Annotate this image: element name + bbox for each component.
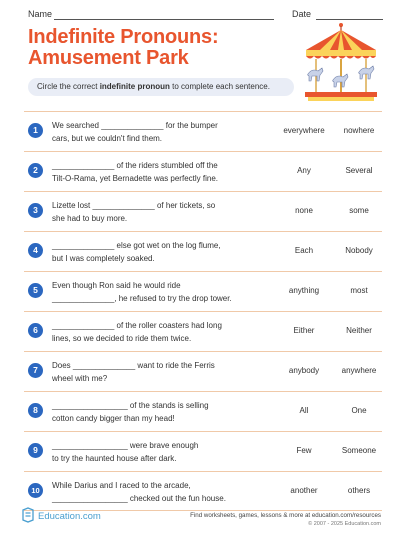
option-2[interactable]: some — [349, 206, 369, 215]
question-sentence: Even though Ron said he would ride ______________, he refused to try the drop tower. — [52, 281, 232, 303]
footer — [0, 500, 405, 534]
option-1[interactable]: anybody — [288, 366, 320, 375]
question-list — [24, 111, 382, 511]
date-label: Date — [292, 9, 312, 19]
option-1[interactable]: none — [295, 206, 313, 215]
date-line — [316, 19, 383, 20]
name-label: Name — [28, 9, 53, 19]
question-item — [24, 391, 382, 431]
instructions-text-2: to complete each sentence. — [169, 82, 270, 91]
option-1[interactable]: Few — [296, 446, 312, 455]
question-sentence: ______________ of the riders stumbled off the Tilt-O-Rama, yet Bernadette was perfectly fine. — [52, 161, 218, 183]
option-1[interactable]: everywhere — [283, 126, 325, 135]
question-sentence: Does ______________ want to ride the Ferris wheel with me? — [52, 361, 215, 383]
question-item — [24, 311, 382, 351]
option-2[interactable]: Neither — [346, 326, 372, 335]
question-sentence: ______________ else got wet on the log flume, but I was completely soaked. — [52, 241, 221, 263]
question-sentence: While Darius and I raced to the arcade, _________________ checked out the fun house. — [52, 481, 226, 503]
question-item — [24, 351, 382, 391]
education-logo-text[interactable]: Education.com — [38, 511, 101, 522]
option-2[interactable]: Someone — [341, 446, 377, 455]
question-number: 1 — [28, 123, 43, 138]
option-1[interactable]: Each — [294, 246, 314, 255]
question-sentence: ______________ of the roller coasters had long lines, so we decided to ride them twice. — [52, 321, 222, 343]
name-line — [54, 19, 274, 20]
instructions-bold: indefinite pronoun — [99, 82, 170, 91]
question-sentence: We searched ______________ for the bumper cars, but we couldn't find them. — [52, 121, 218, 143]
question-sentence: _________________ were brave enough to try the haunted house after dark. — [52, 441, 199, 463]
question-item — [24, 431, 382, 471]
question-sentence: Lizette lost ______________ of her tickets, so she had to buy more. — [52, 201, 216, 223]
option-1[interactable]: another — [290, 486, 318, 495]
option-2[interactable]: nowhere — [343, 126, 375, 135]
option-2[interactable]: most — [350, 286, 368, 295]
option-1[interactable]: All — [299, 406, 309, 415]
question-number: 5 — [28, 283, 43, 298]
question-sentence: _________________ of the stands is selling cotton candy bigger than my head! — [52, 401, 209, 423]
question-number: 3 — [28, 203, 43, 218]
question-number: 10 — [28, 483, 43, 498]
carousel-icon — [302, 22, 380, 104]
resources-link[interactable]: Find worksheets, games, lessons & more at education.com/resources — [190, 512, 381, 519]
instructions-text-1: Circle the correct — [37, 82, 100, 91]
question-item — [24, 231, 382, 271]
question-number: 7 — [28, 363, 43, 378]
question-item — [24, 111, 382, 151]
option-2[interactable]: others — [347, 486, 371, 495]
education-logo-icon — [22, 507, 34, 523]
question-item — [24, 271, 382, 311]
option-2[interactable]: One — [351, 406, 367, 415]
question-item — [24, 191, 382, 231]
name-date-row — [28, 9, 383, 23]
option-2[interactable]: Several — [345, 166, 373, 175]
question-number: 8 — [28, 403, 43, 418]
question-number: 4 — [28, 243, 43, 258]
question-number: 6 — [28, 323, 43, 338]
question-number: 9 — [28, 443, 43, 458]
option-1[interactable]: anything — [288, 286, 320, 295]
copyright: © 2007 - 2025 Education.com — [308, 521, 381, 527]
title-line-1: Indefinite Pronouns: — [28, 26, 219, 48]
option-2[interactable]: anywhere — [341, 366, 377, 375]
option-1[interactable]: Any — [297, 166, 311, 175]
title-line-2: Amusement Park — [28, 47, 189, 69]
instructions — [28, 78, 294, 96]
question-item — [24, 151, 382, 191]
option-1[interactable]: Either — [293, 326, 315, 335]
question-number: 2 — [28, 163, 43, 178]
page-title — [28, 27, 288, 69]
option-2[interactable]: Nobody — [345, 246, 373, 255]
